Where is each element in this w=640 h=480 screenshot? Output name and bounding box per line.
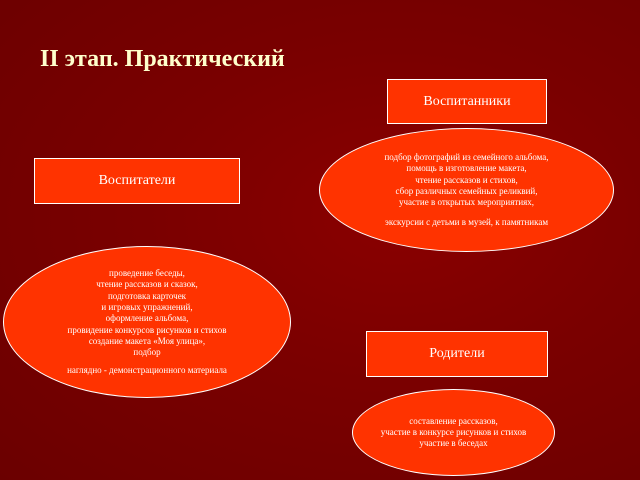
parents-oval-line: участие в беседах (419, 438, 488, 449)
parents-oval-line: составление рассказов, (409, 415, 498, 426)
pupils-box (387, 79, 547, 124)
pupils-oval-line: подбор фотографий из семейного альбома, (384, 152, 549, 163)
parents-oval (352, 389, 555, 476)
teachers-oval-line: провидение конкурсов рисунков и стихов (67, 324, 227, 335)
pupils-oval-line: экскурсии с детьми в музей, к памятникам (384, 216, 549, 227)
parents-oval-line: участие в конкурсе рисунков и стихов (380, 426, 527, 437)
teachers-oval-line: и игровых упражнений, (101, 302, 193, 313)
teachers-oval-line: чтение рассказов и сказок, (96, 279, 198, 290)
teachers-oval-line: наглядно - демонстрационного материала (67, 364, 227, 375)
teachers-oval-line: подготовка карточек (107, 290, 187, 301)
pupils-label: Воспитанники (423, 93, 511, 109)
teachers-label: Воспитатели (98, 173, 176, 188)
teachers-box (34, 158, 240, 204)
teachers-oval-line: создание макета «Моя улица», (88, 335, 206, 346)
teachers-oval-line: оформление альбома, (105, 313, 189, 324)
parents-box (366, 331, 548, 377)
pupils-oval-line: участие в открытых мероприятиях, (398, 197, 535, 208)
pupils-oval (319, 128, 614, 252)
pupils-oval-line: сбор различных семейных реликвий, (395, 186, 538, 196)
slide-title: II этап. Практический (40, 46, 285, 72)
teachers-oval (3, 246, 291, 398)
teachers-oval-line: проведение беседы, (109, 268, 185, 279)
parents-label: Родители (429, 346, 485, 361)
teachers-oval-line: подбор (133, 347, 161, 358)
pupils-oval-line: помощь в изготовление макета, (406, 163, 527, 174)
pupils-oval-line: чтение рассказов и стихов, (415, 174, 518, 185)
